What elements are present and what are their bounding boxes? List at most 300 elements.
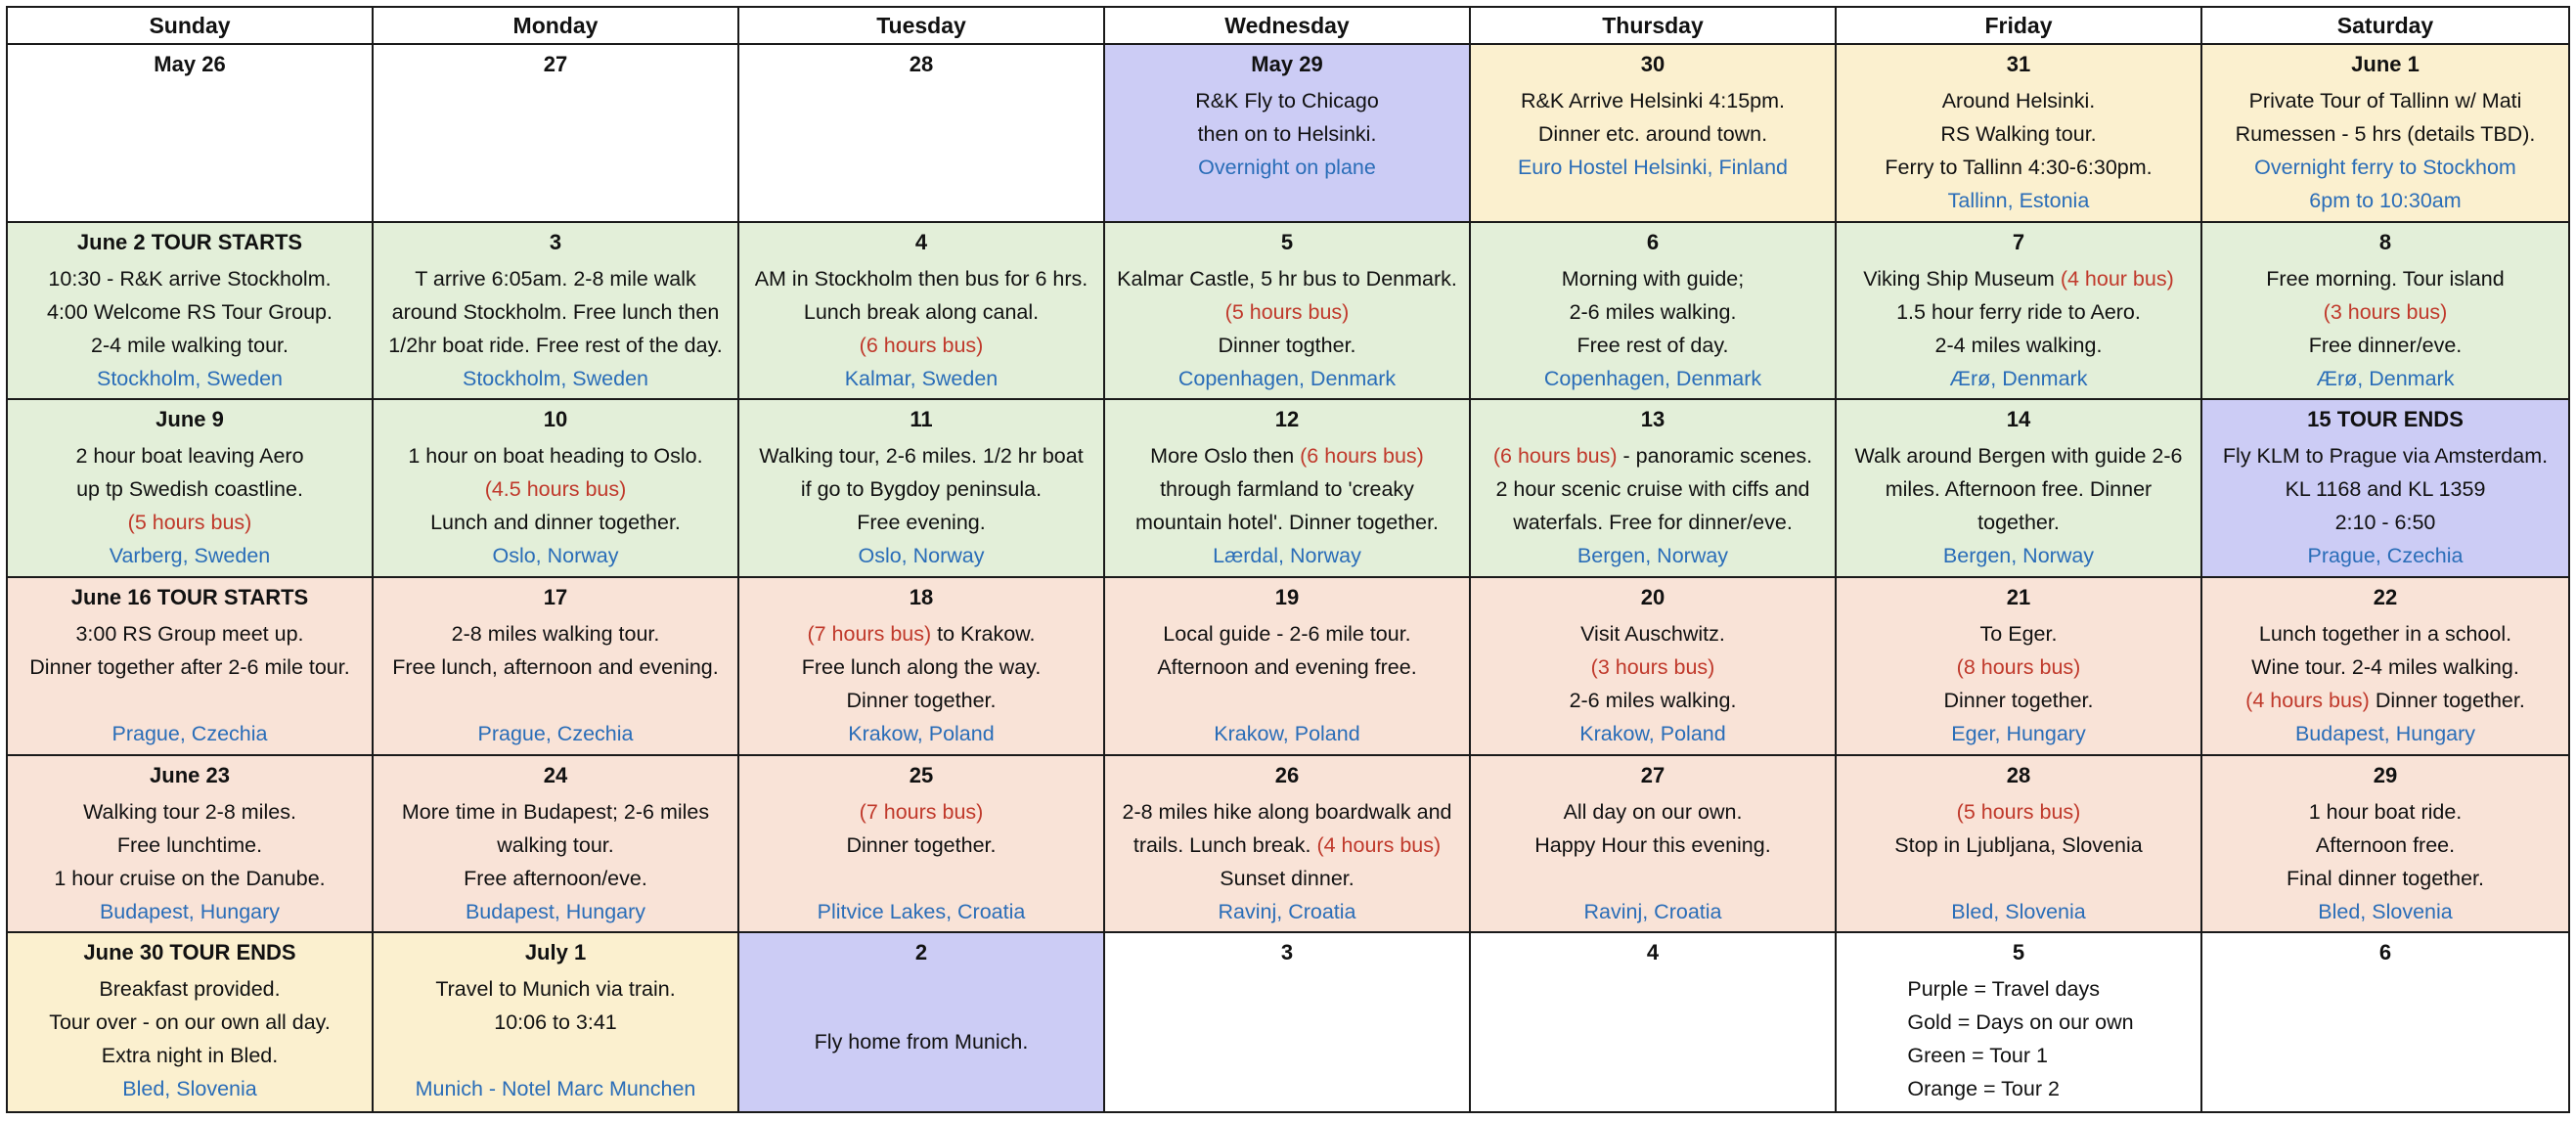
detail-line (2223, 439, 2548, 472)
detail-text: KL 1168 and KL 1359 (2285, 477, 2486, 502)
detail-line (918, 862, 924, 895)
detail-text: Free evening. (857, 511, 986, 535)
detail-line (2335, 506, 2436, 539)
day-date: 13 (1640, 407, 1666, 432)
detail-line (408, 439, 702, 472)
detail-line (117, 829, 262, 862)
detail-line (1894, 829, 2142, 862)
day-location: 6pm to 10:30am (2309, 189, 2462, 212)
detail-text: Travel to Munich via train. (435, 977, 676, 1002)
detail-line (2249, 84, 2522, 117)
detail-text: Private Tour of Tallinn w/ Mati (2248, 89, 2522, 112)
detail-text: walking tour. (497, 832, 614, 857)
day-date: 31 (2006, 52, 2031, 76)
day-location: Copenhagen, Denmark (1543, 366, 1762, 390)
day-date: 10 (543, 407, 568, 432)
day-details (2223, 435, 2548, 576)
calendar-day-cell[interactable] (739, 400, 1105, 578)
day-location: Budapest, Hungary (99, 899, 281, 923)
detail-text: 1 hour boat ride. (2308, 799, 2463, 824)
day-location: Stockholm, Sweden (96, 366, 283, 390)
day-details (802, 613, 1042, 754)
detail-text: Free morning. Tour island (2266, 266, 2505, 291)
detail-text: Walking tour, 2-6 miles. 1/2 hr boat (759, 444, 1084, 469)
detail-line (75, 617, 303, 650)
day-location: Bled, Slovenia (122, 1077, 257, 1101)
day-details (1544, 258, 1761, 399)
calendar-day-cell[interactable] (1471, 756, 1837, 934)
calendar-day-cell[interactable] (1837, 756, 2202, 934)
detail-text: miles. Afternoon free. Dinner (1885, 477, 2153, 502)
detail-line (807, 617, 1035, 650)
detail-line (1944, 684, 2094, 717)
detail-line (2016, 862, 2021, 895)
day-date: 3 (1280, 940, 1294, 965)
detail-line (1495, 472, 1809, 506)
detail-text: Lunch and dinner together. (430, 511, 681, 535)
legend-entry (1907, 1072, 2060, 1105)
detail-line (860, 795, 984, 829)
detail-line (802, 650, 1042, 684)
detail-line (1886, 472, 2152, 506)
detail-line (1650, 862, 1656, 895)
calendar-day-cell[interactable] (2202, 400, 2568, 578)
calendar-day-cell[interactable] (1105, 933, 1471, 1111)
detail-line (1957, 795, 2081, 829)
detail-line (1935, 329, 2103, 362)
detail-text: Sunset dinner. (1220, 866, 1355, 890)
detail-line (392, 650, 718, 684)
day-date: June 2 TOUR STARTS (76, 229, 303, 254)
detail-line (49, 1006, 331, 1039)
day-details (392, 613, 718, 754)
day-location: Budapest, Hungary (465, 899, 646, 923)
calendar-day-cell[interactable] (1471, 400, 1837, 578)
day-details (408, 435, 702, 576)
calendar-day-cell[interactable] (374, 933, 739, 1111)
day-date: 4 (1646, 940, 1660, 965)
day-details (1894, 791, 2142, 932)
detail-text: Green = Tour 1 (1907, 1044, 2048, 1068)
day-details (416, 968, 696, 1111)
detail-text: Breakfast provided. (99, 977, 281, 1002)
detail-line (2309, 795, 2463, 829)
detail-text: 2-4 miles walking. (1934, 333, 2103, 357)
detail-text: Visit Auschwitz. (1580, 622, 1725, 646)
detail-text: Dinner togther. (1218, 333, 1356, 357)
day-header-wednesday: Wednesday (1105, 8, 1471, 45)
detail-line (1980, 617, 2058, 650)
day-details (388, 258, 722, 399)
detail-line (2287, 862, 2484, 895)
day-date: June 1 (2351, 52, 2420, 76)
calendar-day-cell[interactable] (739, 756, 1105, 934)
detail-line (76, 472, 303, 506)
detail-text: Rumessen - 5 hrs (details TBD). (2235, 122, 2536, 146)
calendar-day-cell[interactable] (2202, 756, 2568, 934)
detail-line (857, 506, 985, 539)
calendar-day-cell[interactable] (739, 223, 1105, 401)
day-date: June 16 TOUR STARTS (70, 585, 309, 609)
bus-duration: (5 hours bus) (127, 511, 252, 535)
calendar-day-cell[interactable] (739, 578, 1105, 756)
detail-line (1513, 506, 1793, 539)
day-date: 26 (1274, 762, 1300, 787)
calendar-day-cell[interactable] (374, 223, 739, 401)
detail-line (1942, 84, 2096, 117)
day-location: Varberg, Sweden (109, 544, 271, 568)
detail-line (402, 795, 709, 829)
detail-line (2324, 295, 2448, 329)
detail-line (759, 439, 1083, 472)
bus-duration: (8 hours bus) (1956, 655, 2081, 679)
detail-text: 2-6 miles walking. (1569, 689, 1737, 712)
detail-line (1117, 262, 1457, 295)
detail-line (1580, 617, 1725, 650)
detail-text: Free afternoon/eve. (464, 866, 647, 890)
detail-line (2316, 829, 2455, 862)
day-location: Oslo, Norway (858, 544, 985, 568)
day-details (1493, 435, 1812, 576)
detail-line (846, 684, 996, 717)
detail-line (1977, 506, 2060, 539)
day-details (1570, 613, 1737, 754)
detail-line (1538, 117, 1767, 151)
day-details (1885, 80, 2152, 221)
detail-line (1957, 650, 2081, 684)
detail-text: 10:30 - R&K arrive Stockholm. (48, 266, 332, 291)
calendar-day-cell[interactable] (1105, 756, 1471, 934)
detail-line (1885, 151, 2152, 184)
detail-line (1577, 329, 1729, 362)
detail-line (553, 684, 558, 717)
detail-line (128, 506, 252, 539)
detail-text: Fly KLM to Prague via Amsterdam. (2222, 444, 2549, 469)
detail-line (1591, 650, 1715, 684)
day-location: Kalmar, Sweden (844, 366, 999, 390)
calendar-day-cell[interactable] (2202, 223, 2568, 401)
day-location: Lærdal, Norway (1213, 544, 1361, 568)
detail-text: Free lunch along the way. (801, 655, 1042, 679)
calendar-day-cell[interactable] (8, 756, 374, 934)
detail-text: then on to Helsinki. (1197, 122, 1377, 146)
calendar-day-cell[interactable] (8, 933, 374, 1111)
detail-line (392, 295, 720, 329)
detail-line (1854, 439, 2182, 472)
day-date: 12 (1274, 407, 1300, 432)
detail-line (1284, 684, 1290, 717)
detail-line (1163, 617, 1410, 650)
day-date: 3 (549, 229, 562, 254)
day-details (75, 435, 303, 576)
detail-text: 2:10 - 6:50 (2334, 511, 2436, 535)
day-date: 29 (2373, 762, 2398, 787)
detail-line (815, 1025, 1029, 1058)
detail-line (485, 472, 627, 506)
day-date: 30 (1640, 52, 1666, 76)
detail-text: 2-8 miles walking tour. (451, 622, 660, 646)
calendar-day-cell[interactable] (374, 578, 739, 756)
day-details (759, 435, 1083, 576)
detail-text: 1 hour cruise on the Danube. (54, 866, 326, 890)
day-header-tuesday: Tuesday (739, 8, 1105, 45)
detail-line (1225, 295, 1350, 329)
detail-text: together. (1977, 511, 2060, 535)
day-date: 6 (2378, 940, 2392, 965)
calendar-day-cell[interactable] (1471, 933, 1837, 1111)
day-location: Copenhagen, Denmark (1177, 366, 1397, 390)
bus-duration: (4 hour bus) (2060, 266, 2174, 291)
day-details (818, 791, 1026, 932)
day-date: 27 (543, 52, 568, 76)
calendar-day-cell[interactable] (1105, 578, 1471, 756)
detail-line (1198, 117, 1377, 151)
calendar-day-cell[interactable] (1837, 933, 2202, 1111)
detail-line (102, 1039, 278, 1072)
detail-text: to Krakow. (931, 622, 1036, 646)
bus-duration: (7 hours bus) (859, 799, 984, 824)
calendar-day-cell[interactable] (2202, 933, 2568, 1111)
calendar-day-cell[interactable] (1105, 223, 1471, 401)
detail-text: Viking Ship Museum (1863, 266, 2061, 291)
detail-line (553, 1039, 558, 1072)
detail-line (2309, 329, 2463, 362)
day-date: May 29 (1251, 52, 1323, 76)
legend-entry (1907, 1006, 2133, 1039)
calendar-day-cell[interactable] (374, 400, 739, 578)
day-details (1518, 80, 1788, 221)
calendar-day-cell[interactable] (1837, 400, 2202, 578)
detail-line (494, 1006, 617, 1039)
calendar-day-cell[interactable] (8, 223, 374, 401)
legend-entry (1907, 1039, 2048, 1072)
detail-text: Purple = Travel days (1907, 977, 2100, 1002)
detail-text: Free rest of day. (1577, 333, 1729, 357)
calendar-day-cell[interactable] (8, 45, 374, 223)
detail-text: 3:00 RS Group meet up. (75, 622, 304, 646)
detail-line (2286, 472, 2486, 506)
detail-line (430, 506, 681, 539)
detail-text: 2-8 miles hike along boardwalk and (1122, 799, 1452, 824)
bus-duration: (3 hours bus) (1590, 655, 1715, 679)
detail-line (47, 295, 333, 329)
detail-line (1521, 84, 1785, 117)
detail-line (2236, 117, 2536, 151)
day-date: 5 (1280, 229, 1294, 254)
day-date: June 30 TOUR ENDS (83, 940, 296, 965)
detail-line (1133, 829, 1441, 862)
calendar-day-cell[interactable] (1837, 223, 2202, 401)
detail-text: Dinner together. (846, 832, 997, 857)
calendar-day-cell[interactable] (1105, 45, 1471, 223)
detail-line (2251, 650, 2519, 684)
day-date: 22 (2373, 585, 2398, 609)
calendar-day-cell[interactable] (2202, 578, 2568, 756)
detail-text: Dinner together after 2-6 mile tour. (29, 655, 350, 679)
day-location: Krakow, Poland (848, 722, 995, 745)
day-details (47, 258, 333, 399)
day-details (402, 791, 709, 932)
detail-text: Orange = Tour 2 (1907, 1077, 2060, 1101)
color-legend (1903, 968, 2133, 1111)
detail-line (1896, 295, 2141, 329)
detail-line (452, 617, 660, 650)
itinerary-calendar (6, 6, 2570, 1113)
detail-text: Ferry to Tallinn 4:30-6:30pm. (1885, 156, 2153, 179)
day-details (2287, 791, 2484, 932)
day-details (755, 258, 1088, 399)
detail-line (804, 295, 1039, 329)
bus-duration: (5 hours bus) (1956, 799, 2081, 824)
day-location: Euro Hostel Helsinki, Finland (1517, 156, 1789, 179)
detail-text: 1.5 hour ferry ride to Aero. (1896, 299, 2141, 324)
detail-line (1195, 84, 1379, 117)
detail-text: Dinner together. (1943, 689, 2094, 712)
day-location: Ærø, Denmark (1949, 366, 2088, 390)
day-location: Prague, Czechia (477, 722, 634, 745)
calendar-day-cell[interactable] (2202, 45, 2568, 223)
detail-line (2254, 151, 2516, 184)
detail-line (464, 862, 647, 895)
bus-duration: (6 hours bus) (1300, 444, 1424, 469)
day-date: 25 (909, 762, 934, 787)
detail-line (2245, 684, 2525, 717)
detail-text: - panoramic scenes. (1617, 444, 1813, 469)
calendar-day-cell[interactable] (739, 45, 1105, 223)
day-date: May 26 (154, 52, 226, 76)
calendar-day-cell[interactable] (1837, 578, 2202, 756)
detail-text: Around Helsinki. (1941, 89, 2096, 112)
day-details (29, 613, 349, 754)
detail-line (755, 262, 1088, 295)
detail-line (846, 829, 996, 862)
calendar-day-cell[interactable] (1471, 45, 1837, 223)
detail-text: Walking tour 2-8 miles. (83, 799, 296, 824)
detail-line (1157, 650, 1416, 684)
calendar-day-cell[interactable] (374, 45, 739, 223)
day-location: Budapest, Hungary (2294, 722, 2476, 745)
location-text: Overnight ferry to Stockhom (2254, 156, 2516, 179)
detail-line (1122, 795, 1451, 829)
detail-line (1564, 795, 1743, 829)
day-details (1944, 613, 2094, 754)
detail-text: Lunch break along canal. (803, 299, 1040, 324)
day-header-thursday: Thursday (1471, 8, 1837, 45)
detail-line (29, 650, 349, 684)
day-date: 20 (1640, 585, 1666, 609)
detail-line (497, 829, 614, 862)
bus-duration: (4 hours bus) (1316, 832, 1442, 857)
day-date: 21 (2006, 585, 2031, 609)
day-details (1122, 791, 1451, 932)
detail-line (1570, 295, 1737, 329)
calendar-day-cell[interactable] (1471, 223, 1837, 401)
detail-text: 10:06 to 3:41 (494, 1010, 617, 1035)
day-date: 8 (2378, 229, 2392, 254)
day-details (1854, 435, 2182, 576)
day-details (2266, 258, 2504, 399)
detail-text: 1/2hr boat ride. Free rest of the day. (388, 333, 723, 357)
detail-text: Stop in Ljubljana, Slovenia (1894, 832, 2143, 857)
day-details (1534, 791, 1770, 932)
detail-text: 2-6 miles walking. (1569, 299, 1737, 324)
detail-line (75, 439, 303, 472)
day-date: 28 (909, 52, 934, 76)
day-date: 11 (910, 407, 933, 432)
calendar-day-cell[interactable] (8, 400, 374, 578)
detail-text: Final dinner together. (2287, 866, 2484, 890)
day-date: 28 (2006, 762, 2031, 787)
detail-line (1940, 117, 2096, 151)
detail-line (1160, 472, 1414, 506)
day-header-friday: Friday (1837, 8, 2202, 45)
day-date: 17 (543, 585, 568, 609)
calendar-day-cell[interactable] (1471, 578, 1837, 756)
calendar-day-cell[interactable] (739, 933, 1105, 1111)
detail-line (1493, 439, 1812, 472)
detail-line (91, 329, 289, 362)
calendar-day-cell[interactable] (1105, 400, 1471, 578)
detail-line (1135, 506, 1439, 539)
detail-line (1570, 684, 1737, 717)
detail-text: Kalmar Castle, 5 hr bus to Denmark. (1117, 266, 1457, 291)
detail-text: around Stockholm. Free lunch then (391, 299, 720, 324)
calendar-day-cell[interactable] (8, 578, 374, 756)
detail-text: Extra night in Bled. (101, 1044, 279, 1068)
day-location: Overnight on plane (1198, 156, 1376, 179)
detail-text: More Oslo then (1150, 444, 1301, 469)
day-date: 6 (1646, 229, 1660, 254)
day-date: 27 (1640, 762, 1666, 787)
day-location: Plitvice Lakes, Croatia (817, 899, 1026, 923)
day-location: Krakow, Poland (1579, 722, 1726, 745)
calendar-day-cell[interactable] (1837, 45, 2202, 223)
detail-line (187, 684, 193, 717)
day-location: Prague, Czechia (2307, 544, 2464, 568)
detail-text: R&K Fly to Chicago (1195, 89, 1379, 112)
detail-text: Dinner together. (846, 689, 997, 712)
day-location: Bled, Slovenia (1951, 899, 2086, 923)
detail-line (388, 329, 722, 362)
detail-text: To Eger. (1979, 622, 2058, 646)
day-details (1135, 435, 1439, 576)
detail-text: 4:00 Welcome RS Tour Group. (47, 299, 333, 324)
detail-text: Free lunch, afternoon and evening. (392, 655, 719, 679)
detail-line (435, 972, 675, 1006)
day-location: Ravinj, Croatia (1218, 899, 1356, 923)
detail-text: Fly home from Munich. (814, 1030, 1029, 1054)
day-date: 7 (2012, 229, 2025, 254)
day-details (1117, 258, 1457, 399)
calendar-day-cell[interactable] (374, 756, 739, 934)
bus-duration: (7 hours bus) (807, 622, 932, 646)
bus-duration: (5 hours bus) (1224, 299, 1350, 324)
detail-text: if go to Bygdoy peninsula. (800, 477, 1043, 502)
detail-text: Dinner together. (2369, 689, 2525, 712)
bus-duration: (6 hours bus) (1492, 444, 1618, 469)
day-location: Krakow, Poland (1214, 722, 1360, 745)
day-date: 2 (914, 940, 928, 965)
detail-text: Afternoon free. (2315, 832, 2456, 857)
day-location: Eger, Hungary (1951, 722, 2086, 745)
day-date: 19 (1274, 585, 1300, 609)
detail-text: Walk around Bergen with guide 2-6 (1854, 444, 2183, 469)
day-details (49, 968, 331, 1111)
detail-line (54, 862, 325, 895)
bus-duration: (6 hours bus) (859, 333, 984, 357)
detail-line (1220, 862, 1354, 895)
day-details (1863, 258, 2173, 399)
